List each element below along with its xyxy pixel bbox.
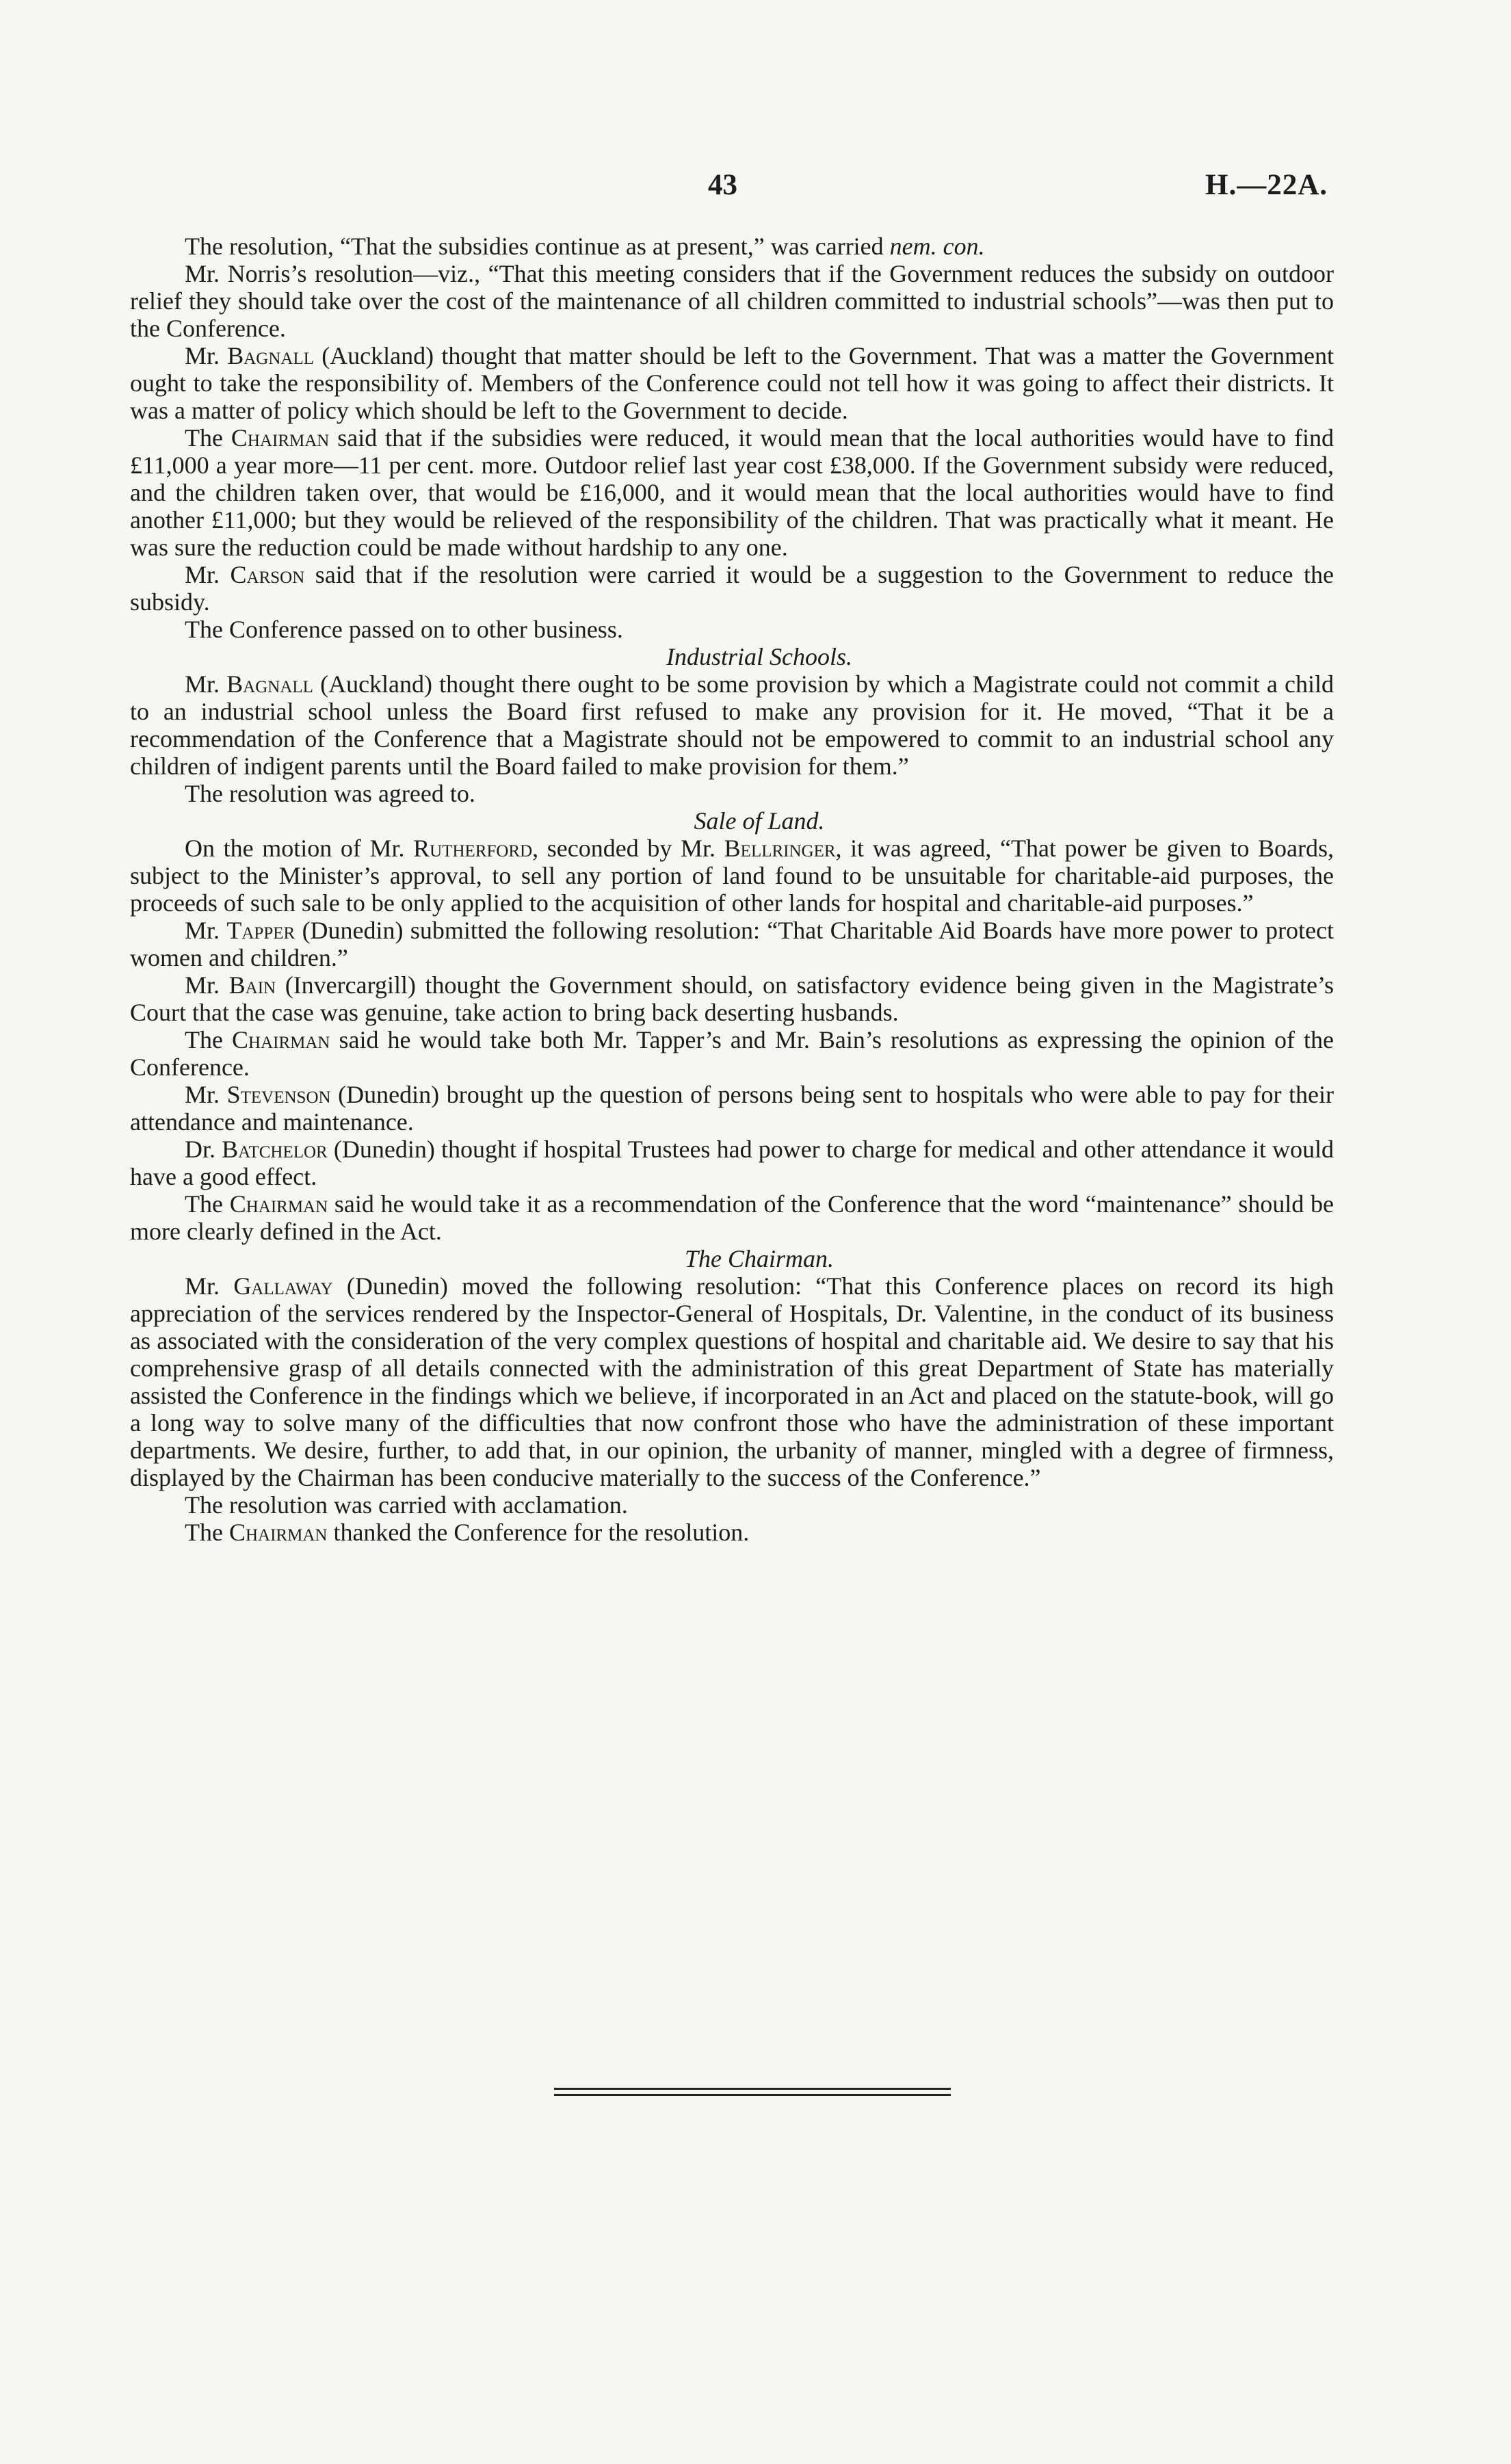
- speaker-name: Batchelor: [222, 1136, 328, 1163]
- speaker-name: Bagnall: [227, 342, 314, 369]
- paragraph: Mr. Bain (Invercargill) thought the Government should, on satisfactory evidence being given in the Magistrate’s Court that the case was genuine, take action to bring back deserting husbands.: [130, 971, 1335, 1026]
- paragraph: The resolution was carried with acclamation.: [185, 1491, 628, 1519]
- end-rule: [554, 2088, 951, 2096]
- page-number: 43: [708, 169, 737, 201]
- speaker-name: Chairman: [228, 1519, 328, 1546]
- speaker-name: Bain: [228, 971, 276, 999]
- speaker-name: Carson: [230, 561, 305, 588]
- speaker-name: Tapper: [226, 917, 295, 944]
- body-text: [130, 233, 1334, 1546]
- paragraph: Mr. Gallaway (Dunedin) moved the following resolution: “That this Conference places on record its high appreciation of the services rendered by the Inspector-General of Hospitals, Dr. Valentine, in the conduct of its business as associated with the consideration of the very complex questions of hospital and charitable aid. We desire to say that his comprehensive grasp of all details connected with the administration of this great Department of State has materially assisted the Conference in the findings which we believe, if incorporated in an Act and placed on the statute-book, will go a long way to solve many of the difficulties that now confront those who have the administration of these important departments. We desire, further, to add that, in our opinion, the urbanity of manner, mingled with a degree of firmness, displayed by the Chairman has been conducive materially to the success of the Conference.”: [130, 1272, 1335, 1491]
- paragraph: Mr. Tapper (Dunedin) submitted the following resolution: “That Charitable Aid Boards have more power to protect women and children.”: [130, 917, 1334, 971]
- speaker-name: Stevenson: [226, 1081, 331, 1108]
- paper-reference: H.—22A.: [1205, 169, 1328, 201]
- paragraph: The Conference passed on to other business.: [185, 616, 623, 643]
- paragraph: Mr. Stevenson (Dunedin) brought up the question of persons being sent to hospitals who were able to pay for their attendance and maintenance.: [130, 1081, 1334, 1136]
- paragraph: Mr. Carson said that if the resolution were carried it would be a suggestion to the Government to reduce the subsidy.: [130, 561, 1334, 616]
- speaker-name: Bellringer: [724, 835, 836, 862]
- speaker-name: Rutherford: [413, 835, 533, 862]
- section-heading: Industrial Schools.: [666, 643, 852, 670]
- paragraph: The Chairman thanked the Conference for the resolution.: [185, 1519, 750, 1546]
- page-header: [0, 168, 1511, 209]
- speaker-name: Chairman: [231, 424, 330, 451]
- speaker-name: Chairman: [232, 1026, 330, 1053]
- paragraph: Dr. Batchelor (Dunedin) thought if hospital Trustees had power to charge for medical and other attendance it would have a good effect.: [130, 1136, 1335, 1190]
- section-heading: Sale of Land.: [694, 807, 825, 835]
- speaker-name: Chairman: [229, 1190, 328, 1218]
- paragraph: The resolution, “That the subsidies continue as at present,” was carried nem. con.: [185, 233, 985, 260]
- paragraph: The Chairman said he would take it as a recommendation of the Conference that the word “maintenance” should be more clearly defined in the Act.: [130, 1190, 1334, 1245]
- paragraph: The Chairman said he would take both Mr. Tapper’s and Mr. Bain’s resolutions as expressing the opinion of the Conference.: [130, 1026, 1335, 1081]
- paragraph: Mr. Bagnall (Auckland) thought that matter should be left to the Government. That was a matter the Government ought to take the responsibility of. Members of the Conference could not tell how it was going to affect their districts. It was a matter of policy which should be left to the Government to decide.: [130, 342, 1334, 424]
- speaker-name: Gallaway: [233, 1272, 333, 1300]
- speaker-name: Bagnall: [226, 670, 313, 698]
- paragraph: The resolution was agreed to.: [185, 780, 475, 807]
- paragraph: On the motion of Mr. Rutherford, seconded by Mr. Bellringer, it was agreed, “That power be given to Boards, subject to the Minister’s approval, to sell any portion of land found to be unsuitable for charitable-aid purposes, the proceeds of such sale to be only applied to the acquisition of other lands for hospital and charitable-aid purposes.”: [130, 835, 1334, 917]
- paragraph: Mr. Bagnall (Auckland) thought there ought to be some provision by which a Magistrate could not commit a child to an industrial school unless the Board first refused to make any provision for it. He moved, “That it be a recommendation of the Conference that a Magistrate should not be empowered to commit to an industrial school any children of indigent parents until the Board failed to make provision for them.”: [130, 670, 1334, 780]
- section-heading: The Chairman.: [684, 1245, 835, 1272]
- paragraph: Mr. Norris’s resolution—viz., “That this meeting considers that if the Government reduces the subsidy on outdoor relief they should take over the cost of the maintenance of all children committed to industrial schools”—was then put to the Conference.: [130, 260, 1334, 342]
- paragraph: The Chairman said that if the subsidies were reduced, it would mean that the local authorities would have to find £11,000 a year more—11 per cent. more. Outdoor relief last year cost £38,000. If the Government subsidy were reduced, and the children taken over, that would be £16,000, and it would mean that the local authorities would have to find another £11,000; but they would be relieved of the responsibility of the children. That was practically what it meant. He was sure the reduction could be made without hardship to any one.: [130, 424, 1335, 561]
